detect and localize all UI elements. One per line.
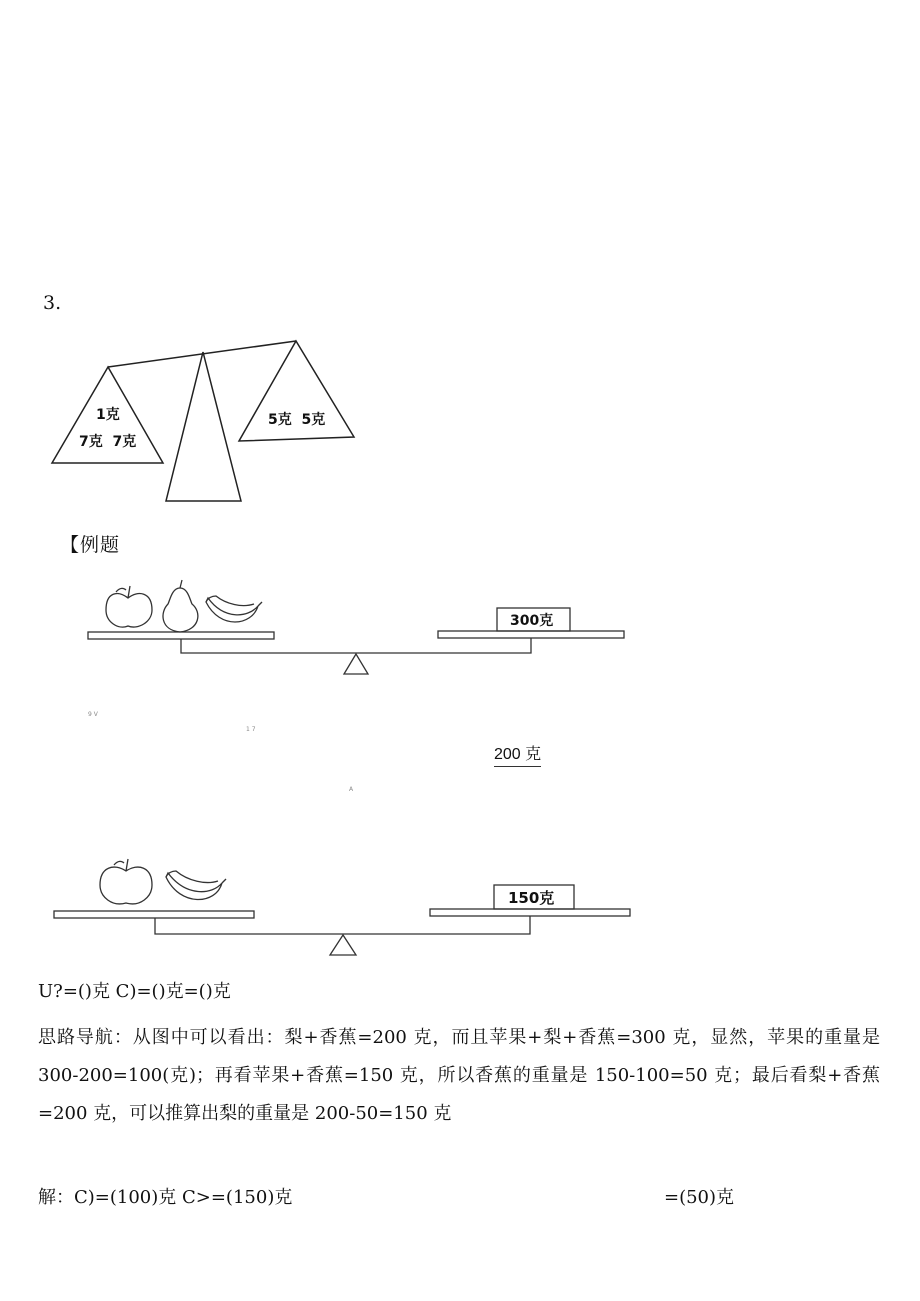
left-pan-line1: 1克 <box>96 407 120 423</box>
left-pan <box>54 911 254 918</box>
weight-label-150: 150克 <box>508 889 555 907</box>
blank-answer-line: U?=()克 C)=()克=()克 <box>38 981 231 1002</box>
artifact-mark: 1 7 <box>246 726 256 733</box>
right-pan-text: 5克 5克 <box>268 412 326 428</box>
right-pan <box>438 631 624 638</box>
balance-frame <box>155 916 530 934</box>
apple-icon <box>100 859 152 904</box>
fulcrum-triangle <box>166 352 241 501</box>
apple-icon <box>106 586 152 627</box>
balance-figure-1 <box>0 330 400 510</box>
left-pan-line2: 7克 7克 <box>79 434 137 450</box>
hint-paragraph: 思路导航：从图中可以看出：梨+香蕉=200 克，而且苹果+梨+香蕉=300 克，显然，苹果的重量是 300-200=100(克)；再看苹果+香蕉=150 克，所以香蕉的重量是 150-100=50 克；最后看梨+香蕉=200 克，可以推算出梨的重量是 200-50=150 克 <box>38 1027 880 1124</box>
artifact-mark: 9 V <box>88 711 98 718</box>
banana-icon <box>206 596 262 622</box>
pear-icon <box>163 580 198 632</box>
weight-label-200: 200 克 <box>494 745 541 767</box>
banana-icon <box>166 871 226 900</box>
balance-figure-2 <box>80 578 640 680</box>
left-pan <box>88 632 274 639</box>
solution-part-1: 解：C)=(100)克 C>=(150)克 <box>38 1187 293 1208</box>
right-pan <box>430 909 630 916</box>
question-number: 3. <box>43 292 62 314</box>
fulcrum <box>330 935 356 955</box>
solution-part-2: =(50)克 <box>664 1187 735 1208</box>
balance-frame <box>181 638 531 653</box>
example-heading: 【例题 <box>60 534 121 556</box>
artifact-mark: A <box>349 786 354 793</box>
balance-figure-3 <box>50 855 640 960</box>
fulcrum <box>344 654 368 674</box>
weight-label-300: 300克 <box>510 613 554 629</box>
